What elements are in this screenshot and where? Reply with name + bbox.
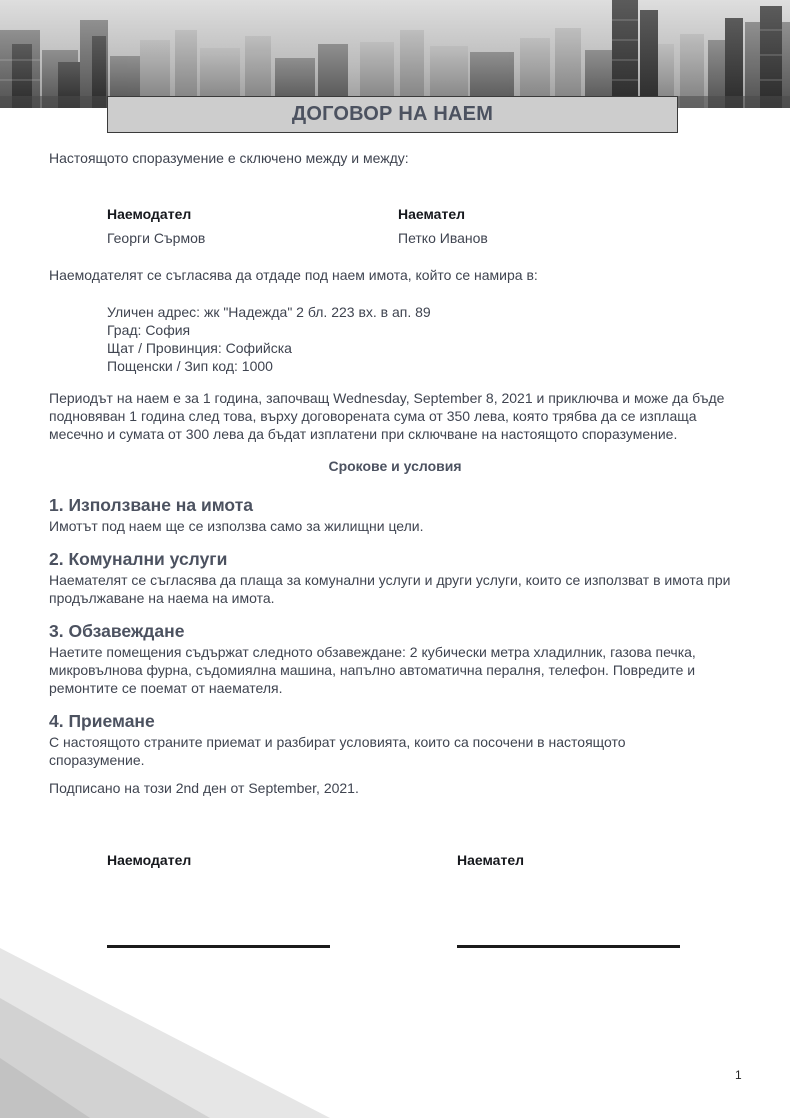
terms-heading: Срокове и условия: [328, 458, 462, 474]
landlord-label: Наемодател: [107, 206, 192, 222]
section-title-acceptance: 4. Приемане: [49, 711, 155, 731]
section-body-acceptance: С настоящото страните приемат и разбират условията, които са посочени в настоящото споразумение.: [49, 734, 626, 768]
rental-period-text: Периодът на наем е за 1 година, започващ Wednesday, September 8, 2021 и приключва и може да бъде подновяван 1 година след това, върху договорената сума от 350 лева, която трябва да се изплаща месечно и сумата от 300 лева да бъдат изплатени при сключване на настоящото споразумение.: [49, 390, 725, 442]
section-title-utilities: 2. Комунални услуги: [49, 549, 228, 569]
document-title: ДОГОВОР НА НАЕМ: [291, 103, 494, 125]
tenant-name: Петко Иванов: [398, 230, 488, 246]
address-city: Град: София: [107, 322, 191, 338]
header-skyline-image: [0, 0, 790, 108]
signature-line-tenant: [457, 945, 680, 948]
decorative-corner-shape: [0, 948, 330, 1118]
page-number: 1: [735, 1068, 742, 1082]
address-street: Уличен адрес: жк "Надежда" 2 бл. 223 вх. в ап. 89: [107, 304, 431, 320]
section-body-furnishing: Наетите помещения съдържат следното обзавеждане: 2 кубически метра хладилник, газова печка, микровълнова фурна, съдомиялна машина, напълно автоматична пералня, телефон. Повредите и ремонтите се поемат от наемателя.: [49, 644, 696, 696]
landlord-name: Георги Сърмов: [107, 230, 206, 246]
section-title-furnishing: 3. Обзавеждане: [49, 621, 185, 641]
document-title-box: [107, 96, 678, 133]
tenant-label: Наемател: [398, 206, 465, 222]
address-state: Щат / Провинция: Софийска: [107, 340, 292, 356]
signed-date-text: Подписано на този 2nd ден от September, 2021.: [49, 780, 359, 796]
section-body-use-of-property: Имотът под наем ще се използва само за жилищни цели.: [49, 518, 424, 534]
section-title-use-of-property: 1. Използване на имота: [49, 495, 253, 515]
section-body-utilities: Наемателят се съгласява да плаща за комунални услуги и други услуги, които се използват в имота при продължаване на наема на имота.: [49, 572, 731, 606]
signature-landlord-label: Наемодател: [107, 852, 192, 868]
intro-text: Настоящото споразумение е сключено между и между:: [49, 150, 409, 166]
property-intro-text: Наемодателят се съгласява да отдаде под наем имота, който се намира в:: [49, 267, 538, 283]
signature-tenant-label: Наемател: [457, 852, 524, 868]
address-zip: Пощенски / Зип код: 1000: [107, 358, 273, 374]
